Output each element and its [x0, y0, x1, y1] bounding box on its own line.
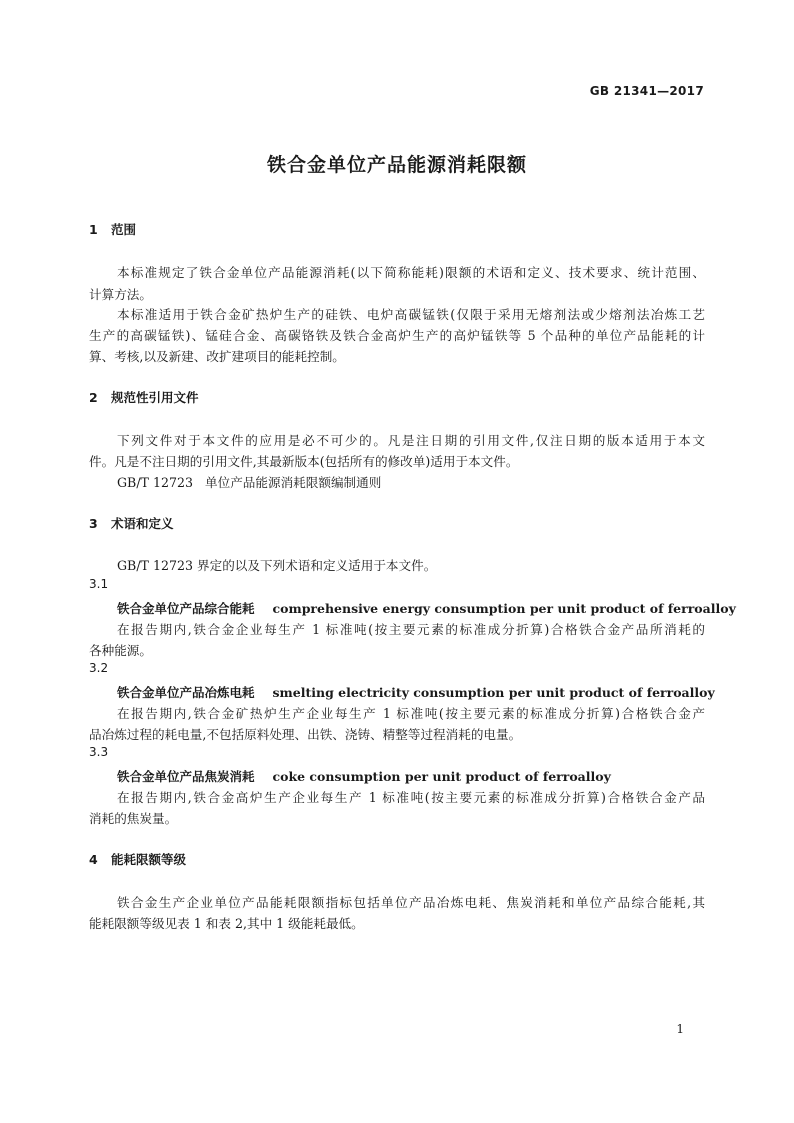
- term-number: 3.2: [89, 661, 109, 675]
- scope-p2-line1: 本标准适用于铁合金矿热炉生产的硅铁、电炉高碳锰铁(仅限于采用无熔剂法或少熔剂法冶炼工艺: [117, 307, 705, 322]
- term-heading: [117, 598, 736, 617]
- scope-p1-line1: 本标准规定了铁合金单位产品能源消耗(以下简称能耗)限额的术语和定义、技术要求、统计范围、: [117, 265, 705, 280]
- term-english: comprehensive energy consumption per unit product of ferroalloy: [272, 601, 736, 616]
- term-chinese: 铁合金单位产品冶炼电耗: [117, 685, 255, 700]
- section-title: 规范性引用文件: [111, 390, 199, 405]
- normative-reference: [117, 472, 381, 491]
- scope-p2-line3: 算、考核,以及新建、改扩建项目的能耗控制。: [89, 349, 345, 364]
- term-chinese: 铁合金单位产品焦炭消耗: [117, 769, 255, 784]
- term-number: 3.3: [89, 745, 109, 759]
- normative-p1-line2: 件。凡是不注日期的引用文件,其最新版本(包括所有的修改单)适用于本文件。: [89, 454, 519, 469]
- term-definition-line2: 品冶炼过程的耗电量,不包括原料处理、出铁、浇铸、精整等过程消耗的电量。: [89, 727, 522, 742]
- term-definition-line1: 在报告期内,铁合金高炉生产企业每生产 1 标准吨(按主要元素的标准成分折算)合格铁合金产品: [117, 790, 705, 805]
- reference-code: GB/T 12723: [117, 475, 194, 490]
- term-chinese: 铁合金单位产品综合能耗: [117, 601, 255, 616]
- section-title: 范围: [111, 222, 137, 237]
- section-number: 1: [89, 222, 98, 237]
- term-english: coke consumption per unit product of ferroalloy: [272, 769, 611, 784]
- scope-p1-line2: 计算方法。: [89, 287, 152, 302]
- term-english: smelting electricity consumption per unit product of ferroalloy: [272, 685, 715, 700]
- section-heading-normative: [89, 388, 199, 406]
- section-title: 能耗限额等级: [111, 852, 187, 867]
- reference-title: 单位产品能源消耗限额编制通则: [205, 475, 382, 490]
- term-heading: [117, 766, 611, 785]
- levels-p1-line1: 铁合金生产企业单位产品能耗限额指标包括单位产品冶炼电耗、焦炭消耗和单位产品综合能耗,其: [117, 895, 705, 910]
- scope-p2-line2: 生产的高碳锰铁)、锰硅合金、高碳铬铁及铁合金高炉生产的高炉锰铁等 5 个品种的单位产品能耗的计: [89, 328, 705, 343]
- section-heading-terms: [89, 514, 174, 532]
- section-heading-scope: [89, 220, 136, 238]
- document-title: 铁合金单位产品能源消耗限额: [266, 154, 527, 176]
- page-number: 1: [676, 1022, 684, 1036]
- section-number: 3: [89, 516, 98, 531]
- section-title: 术语和定义: [111, 516, 174, 531]
- terms-intro: GB/T 12723 界定的以及下列术语和定义适用于本文件。: [117, 558, 437, 573]
- term-definition-line1: 在报告期内,铁合金矿热炉生产企业每生产 1 标准吨(按主要元素的标准成分折算)合格铁合金产: [117, 706, 705, 721]
- term-heading: [117, 682, 715, 701]
- levels-p1-line2: 能耗限额等级见表 1 和表 2,其中 1 级能耗最低。: [89, 916, 364, 931]
- term-definition-line2: 消耗的焦炭量。: [89, 811, 178, 826]
- term-definition-line2: 各种能源。: [89, 643, 152, 658]
- standard-code: GB 21341—2017: [589, 84, 704, 98]
- section-heading-levels: [89, 850, 186, 868]
- term-number: 3.1: [89, 577, 109, 591]
- section-number: 2: [89, 390, 98, 405]
- section-number: 4: [89, 852, 98, 867]
- term-definition-line1: 在报告期内,铁合金企业每生产 1 标准吨(按主要元素的标准成分折算)合格铁合金产品所消耗的: [117, 622, 705, 637]
- normative-p1-line1: 下列文件对于本文件的应用是必不可少的。凡是注日期的引用文件,仅注日期的版本适用于本文: [117, 433, 705, 448]
